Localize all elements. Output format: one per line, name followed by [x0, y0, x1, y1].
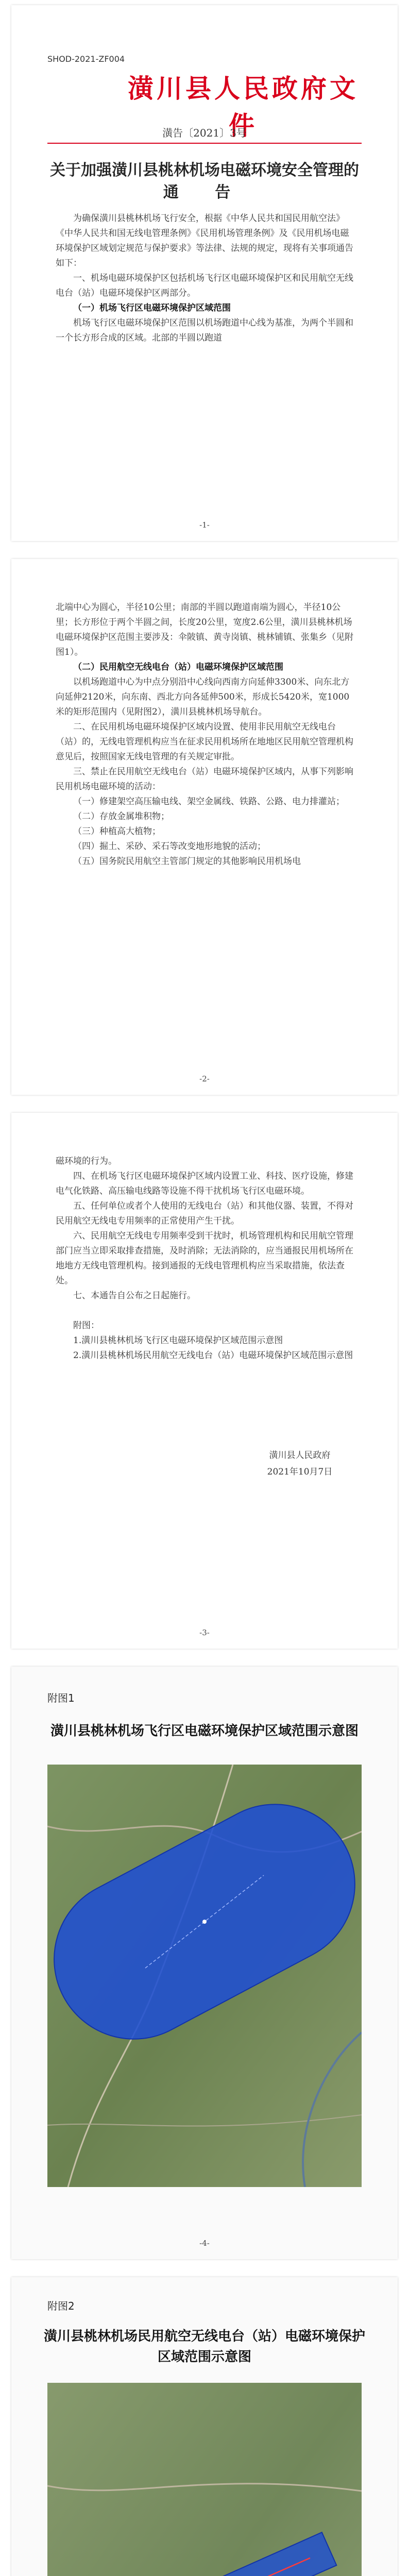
figure-2-map — [47, 2383, 362, 2576]
paragraph: 六、民用航空无线电专用频率受到干扰时，机场管理机构和民用航空管理部门应当立即采取排查措施，及时消除；无法消除的，应当通报民用机场所在地地方无线电管理机构。接到通报的无线电管理机构应当采取措施，依法查处。 — [56, 1231, 353, 1286]
runway-center-marker — [202, 1920, 207, 1924]
satellite-map-image — [47, 2383, 362, 2576]
figure-title: 潢川县桃林机场民用航空无线电台（站）电磁环境保护 — [43, 2329, 365, 2344]
figure-label: 附图1 — [47, 1692, 75, 1704]
figure-1-map — [47, 1765, 362, 2187]
list-item: （三）种植高大植物； — [73, 826, 161, 837]
paragraph: 七、本通告自公布之日起施行。 — [73, 1291, 196, 1301]
document-page-3 — [11, 1113, 398, 1649]
paragraph: 北端中心为圆心，半径10公里；南部的半圆以跑道南端为圆心，半径10公里；长方形位于两个半圆之间，长度20公里，宽度2.6公里，潢川县桃林机场电磁环境保护区范围主要涉及：伞陂镇、黄寺岗镇、桃林铺镇、张集乡（见附图1）。 — [56, 602, 353, 657]
signature-organization: 潢川县人民政府 — [269, 1450, 331, 1461]
paragraph: 一、机场电磁环境保护区包括机场飞行区电磁环境保护区和民用航空无线电台（站）电磁环境保护区两部分。 — [56, 273, 353, 298]
issue-number: 潢告〔2021〕3号 — [162, 127, 247, 139]
list-item: （四）掘土、采砂、采石等改变地形地貌的活动； — [73, 841, 266, 852]
paragraph: 机场飞行区电磁环境保护区范围以机场跑道中心线为基准，为两个半圆和一个长方形合成的区域。北部的半圆以跑道 — [56, 318, 353, 343]
page-number: -3- — [199, 1628, 210, 1637]
page-2-body — [56, 600, 355, 869]
document-page-2 — [11, 559, 398, 1095]
page-number: -4- — [199, 2239, 210, 2248]
document-page-1 — [11, 5, 398, 541]
paragraph: 四、在机场飞行区电磁环境保护区域内设置工业、科技、医疗设施，修建电气化铁路、高压输电线路等设施不得干扰机场飞行区电磁环境。 — [56, 1171, 353, 1196]
section-heading: （二）民用航空无线电台（站）电磁环境保护区域范围 — [73, 662, 283, 672]
attachment-item: 2.潢川县桃林机场民用航空无线电台（站）电磁环境保护区域范围示意图 — [73, 1350, 353, 1361]
section-heading: （一）机场飞行区电磁环境保护区域范围 — [73, 303, 231, 313]
list-item: （五）国务院民用航空主管部门规定的其他影响民用机场电 — [73, 856, 301, 867]
satellite-map-image — [47, 1765, 362, 2187]
page-number: -2- — [199, 1074, 210, 1083]
list-item: （二）存放金属堆积物； — [73, 811, 169, 822]
notice-title-subline: 通 告 — [163, 183, 246, 201]
document-number: SHOD-2021-ZF004 — [47, 54, 125, 64]
notice-title: 关于加强潢川县桃林机场电磁环境安全管理的 — [50, 161, 359, 179]
paragraph: 三、禁止在民用航空无线电台（站）电磁环境保护区域内，从事下列影响民用机场电磁环境的活动： — [56, 767, 353, 792]
paragraph: 磁环境的行为。 — [56, 1156, 117, 1166]
figure-title: 潢川县桃林机场飞行区电磁环境保护区域范围示意图 — [50, 1723, 359, 1739]
page-3-body — [56, 1154, 355, 1363]
figure-label: 附图2 — [47, 2300, 75, 2312]
list-item: （一）修建架空高压输电线、架空金属线、铁路、公路、电力排灌站； — [73, 796, 345, 807]
attachment-label: 附图： — [73, 1320, 99, 1331]
attachment-item: 1.潢川县桃林机场飞行区电磁环境保护区域范围示意图 — [73, 1335, 283, 1346]
figure-title-subline: 区域范围示意图 — [157, 2349, 251, 2365]
red-header-title: 潢川县人民政府文件 — [128, 73, 359, 141]
paragraph: 二、在民用机场电磁环境保护区域内设置、使用非民用航空无线电台（站）的，无线电管理机构应当在征求民用机场所在地地区民用航空管理机构意见后，按照国家无线电管理的有关规定审批。 — [56, 722, 353, 762]
page-number: -1- — [199, 520, 210, 530]
paragraph: 五、任何单位或者个人使用的无线电台（站）和其他仪器、装置，不得对民用航空无线电专用频率的正常使用产生干扰。 — [56, 1201, 353, 1226]
document-page-5 — [11, 2277, 398, 2576]
page-1-body — [56, 211, 355, 346]
spacer — [56, 1303, 355, 1318]
red-divider-line — [47, 143, 362, 144]
document-page-4 — [11, 1667, 398, 2259]
paragraph: 为确保潢川县桃林机场飞行安全，根据《中华人民共和国民用航空法》《中华人民共和国无线电管理条例》《民用机场管理条例》及《民用机场电磁环境保护区域划定规范与保护要求》等法律、法规的规定，现将有关事项通告如下： — [56, 213, 353, 268]
signature-date: 2021年10月7日 — [267, 1467, 333, 1477]
paragraph: 以机场跑道中心为中点分别沿中心线向西南方向延伸3300米、向东北方向延伸2120米，向东南、西北方向各延伸500米，形成长5420米，宽1000米的矩形范围内（见附图2），潢川县桃林机场导航台。 — [56, 677, 350, 717]
